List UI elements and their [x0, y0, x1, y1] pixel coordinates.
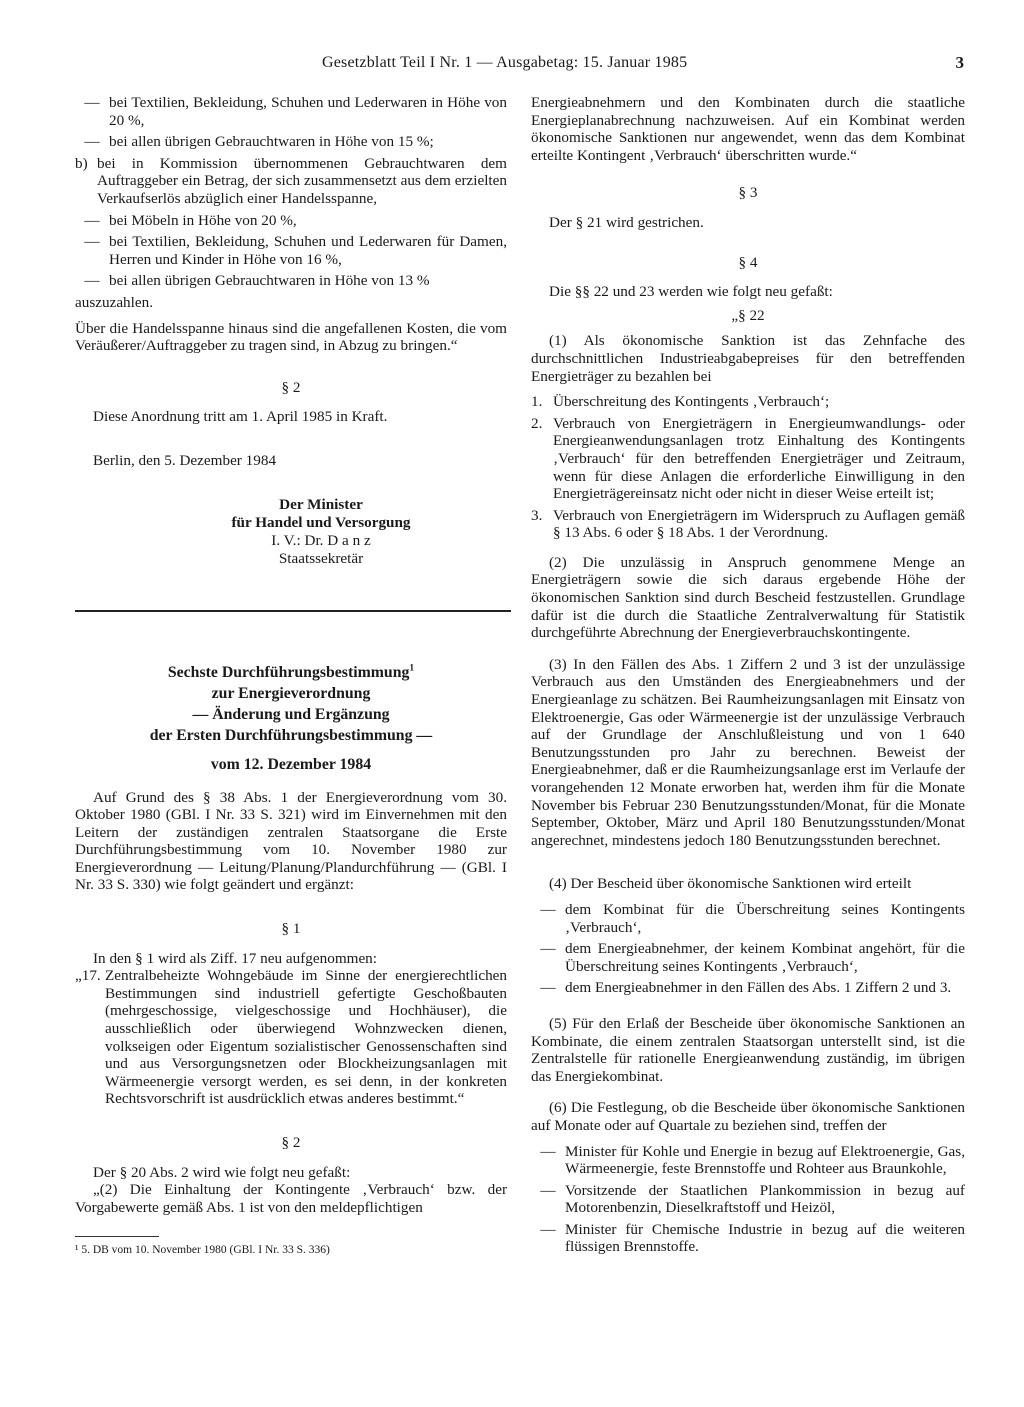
list-item	[75, 133, 507, 151]
enum-marker: 1.	[531, 393, 543, 411]
footnote-divider	[75, 1236, 159, 1237]
paragraph: (1) Als ökonomische Sanktion ist das Zehnfache des durchschnittlichen Industrieabgabepreises für den betreffenden Energieträger zu bezahlen bei	[531, 332, 965, 385]
page-header	[0, 54, 1024, 76]
list-item-text: bei allen übrigen Gebrauchtwaren in Höhe von 13 %	[109, 272, 430, 290]
list-item	[531, 940, 965, 975]
list-item	[75, 233, 507, 268]
title-line: der Ersten Durchführungsbestimmung —	[149, 726, 433, 744]
dash-marker: —	[84, 94, 100, 111]
paragraph: (6) Die Festlegung, ob die Bescheide über ökonomische Sanktionen auf Monate oder auf Quartale zu beziehen sind, treffen der	[531, 1099, 965, 1134]
section-heading: § 2	[281, 1134, 301, 1151]
list-item	[531, 1143, 965, 1178]
signature-role: Staatssekretär	[278, 549, 364, 567]
dash-marker: —	[84, 233, 100, 251]
section-heading: „§ 22	[731, 306, 765, 324]
paragraph: „(2) Die Einhaltung der Kontingente ‚Verbrauch‘ bzw. der Vorgabewerte gemäß Abs. 1 ist von den meldepflichtigen	[75, 1181, 507, 1216]
list-item-text: dem Kombinat für die Überschreitung seines Kontingents ‚Verbrauch‘,	[565, 900, 965, 936]
section-heading: § 3	[738, 184, 758, 202]
paragraph: (2) Die unzulässig in Anspruch genommene Menge an Energieträgern sowie die sich daraus ergebende Höhe der ökonomischen Sanktion sind durch Bescheid festzustellen. Grundlage dafür ist die durch die Staatliche Zentralverwaltung für Statistik durchgeführte Abrechnung der Energieverbrauchskontingente.	[531, 553, 965, 642]
list-item-text: bei allen übrigen Gebrauchtwaren in Höhe von 15 %;	[109, 133, 434, 151]
list-item	[531, 901, 965, 936]
enum-marker: 2.	[531, 414, 543, 432]
paragraph: Die §§ 22 und 23 werden wie folgt neu gefaßt:	[549, 283, 833, 301]
section-heading: § 4	[738, 253, 758, 271]
list-item	[531, 1221, 965, 1256]
list-item-text: Verbrauch von Energieträgern in Energieumwandlungs- oder Energieanwendungsanlagen trotz Einhaltung des Kontingents ‚Verbrauch‘ für den betreffenden Energieträger und Zeitraum, wenn für diese Anlagen die erforderliche Einwilligung in den Energieträgereinsatz nicht oder nicht in dieser Weise erteilt ist;	[553, 414, 965, 503]
dash-marker: —	[540, 979, 556, 997]
list-item	[531, 393, 965, 411]
list-item-text: dem Energieabnehmer in den Fällen des Abs. 1 Ziffern 2 und 3.	[565, 979, 952, 997]
section-heading: § 2	[281, 378, 301, 396]
right-column	[531, 94, 965, 1260]
dash-marker: —	[84, 272, 100, 290]
signature-name: I. V.: Dr. D a n z	[271, 531, 371, 549]
list-item	[75, 272, 507, 290]
paragraph: Energieabnehmern und den Kombinaten durch die staatliche Energieplanabrechnung nachzuweisen. Auf ein Kombinat werden ökonomische Sanktionen nur angewendet, wenn das dem Kombinat erteilte Kontingent ‚Verbrauch‘ überschritten wurde.“	[531, 94, 965, 164]
list-item	[75, 967, 507, 1108]
paragraph: auszuzahlen.	[75, 293, 154, 311]
paragraph: (4) Der Bescheid über ökonomische Sanktionen wird erteilt	[549, 875, 912, 893]
list-item-text: bei in Kommission übernommenen Gebrauchtwaren dem Auftraggeber ein Betrag, der sich zusammensetzt aus dem erzielten Verkaufserlös abzüglich einer Handelsspanne,	[97, 154, 507, 207]
title-date: vom 12. Dezember 1984	[210, 755, 372, 773]
signature-ministry: für Handel und Versorgung	[231, 513, 411, 531]
list-item	[531, 507, 965, 542]
place-date: Berlin, den 5. Dezember 1984	[93, 451, 277, 469]
signature-block	[135, 496, 507, 568]
dash-marker: —	[540, 1142, 556, 1160]
dash-marker: —	[540, 940, 556, 958]
paragraph: (3) In den Fällen des Abs. 1 Ziffern 2 und 3 ist der unzulässige Verbrauch aus den Umständen des Energieabnehmers und der Energieanlage zu schätzen. Bei Raumheizungsanlagen mit Einsatz von Elektroenergie, Gas oder Wärmeenergie ist der unzulässige Verbrauch auf der Grundlage der Anschlußleistung und von 1 640 Benutzungsstunden pro Jahr zu berechnen. Beweist der Energieabnehmer, daß er die Raumheizungsanlage erst im Verlaufe der vorangehenden 12 Monate erworben hat, werden ihm für die Monate November bis Februar 230 Benutzungsstunden/Monat, für die Monate September, Oktober, März und April 180 Benutzungsstunden/Monat angerechnet, mindestens jedoch 180 Benutzungsstunden berechnet.	[531, 655, 965, 849]
page-number: 3	[955, 53, 964, 72]
section-divider	[75, 610, 511, 612]
list-item	[531, 979, 965, 997]
dash-marker: —	[84, 211, 100, 229]
dash-marker: —	[84, 133, 100, 151]
list-item-text: Vorsitzende der Staatlichen Plankommission in bezug auf Motorenbenzin, Dieselkraftstoff und Heizöl,	[565, 1181, 965, 1217]
signature-title: Der Minister	[279, 495, 363, 513]
list-item	[531, 415, 965, 503]
list-item-text: Minister für Chemische Industrie in bezug auf die weiteren flüssigen Brennstoffe.	[565, 1220, 965, 1256]
paragraph: Diese Anordnung tritt am 1. April 1985 in Kraft.	[93, 408, 388, 426]
title-line: Sechste Durchführungsbestimmung	[167, 663, 410, 681]
list-item-text: bei Textilien, Bekleidung, Schuhen und Lederwaren in Höhe von 20 %,	[109, 94, 507, 129]
section-heading: § 1	[281, 920, 301, 938]
list-item-text: Überschreitung des Kontingents ‚Verbrauch‘;	[553, 393, 830, 411]
dash-marker: —	[540, 1181, 556, 1199]
dash-marker: —	[540, 1220, 556, 1238]
title-line: — Änderung und Ergänzung	[192, 705, 390, 723]
paragraph: Über die Handelsspanne hinaus sind die angefallenen Kosten, die vom Veräußerer/Auftraggeber zu tragen sind, in Abzug zu bringen.“	[75, 319, 507, 355]
paragraph: (5) Für den Erlaß der Bescheide über ökonomische Sanktionen an Kombinate, die einem zentralen Staatsorgan unterstellt sind, ist die Zentralstelle für rationelle Energieanwendung zuständig, im übrigen das Energiekombinat.	[531, 1014, 965, 1085]
gazette-header-title: Gesetzblatt Teil I Nr. 1 — Ausgabetag: 15. Januar 1985	[322, 54, 688, 71]
list-item-text: Verbrauch von Energieträgern im Widerspruch zu Auflagen gemäß § 13 Abs. 6 oder § 18 Abs. 1 der Verordnung.	[553, 506, 965, 542]
footnote: ¹ 5. DB vom 10. November 1980 (GBl. I Nr. 33 S. 336)	[75, 1244, 330, 1257]
list-item	[531, 1182, 965, 1217]
dash-marker: —	[540, 900, 556, 918]
list-item	[75, 155, 507, 208]
list-item-text: bei Möbeln in Höhe von 20 %,	[109, 211, 297, 229]
list-item	[75, 94, 507, 129]
enum-marker: 3.	[531, 506, 543, 524]
list-item-text: dem Energieabnehmer, der keinem Kombinat angehört, für die Überschreitung seines Kontingents ‚Verbrauch‘,	[565, 940, 965, 975]
enum-marker: b)	[75, 154, 88, 172]
paragraph: Auf Grund des § 38 Abs. 1 der Energieverordnung vom 30. Oktober 1980 (GBl. I Nr. 33 S. 321) wird im Einvernehmen mit den Leitern der zuständigen zentralen Staatsorgane die Erste Durchführungsbestimmung vom 10. November 1980 zur Energieverordnung — Leitung/Planung/Plandurchführung — (GBl. I Nr. 33 S. 330) wie folgt geändert und ergänzt:	[75, 788, 507, 894]
paragraph: Der § 21 wird gestrichen.	[549, 213, 704, 231]
regulation-title	[75, 662, 507, 775]
footnote-marker: 1	[409, 663, 415, 674]
list-item-text: Minister für Kohle und Energie in bezug auf Elektroenergie, Gas, Wärmeenergie, feste Brennstoffe und Rohteer aus Braunkohle,	[565, 1142, 965, 1178]
paragraph: In den § 1 wird als Ziff. 17 neu aufgenommen:	[93, 949, 377, 967]
paragraph: Der § 20 Abs. 2 wird wie folgt neu gefaßt:	[93, 1163, 351, 1181]
left-column	[75, 94, 507, 1257]
list-item-text: bei Textilien, Bekleidung, Schuhen und Lederwaren für Damen, Herren und Kinder in Höhe von 16 %,	[109, 233, 507, 268]
enum-marker: „17.	[75, 967, 101, 985]
title-line: zur Energieverordnung	[211, 684, 371, 702]
list-item	[75, 212, 507, 230]
list-item-text: Zentralbeheizte Wohngebäude im Sinne der energierechtlichen Bestimmungen sind industriell gefertigte Geschoßbauten (mehrgeschossige, vielgeschossige und Hochhäuser), die ausschließlich oder überwiegend Wohnzwecken dienen, volkseigen oder Eigentum sozialistischer Genossenschaften sind und aus Versorgungsnetzen oder Blockheizungsanlagen mit Wärmeenergie versorgt werden, es sei denn, in der konkreten Rechtsvorschrift ist ausdrücklich etwas anderes bestimmt.“	[105, 967, 507, 1108]
